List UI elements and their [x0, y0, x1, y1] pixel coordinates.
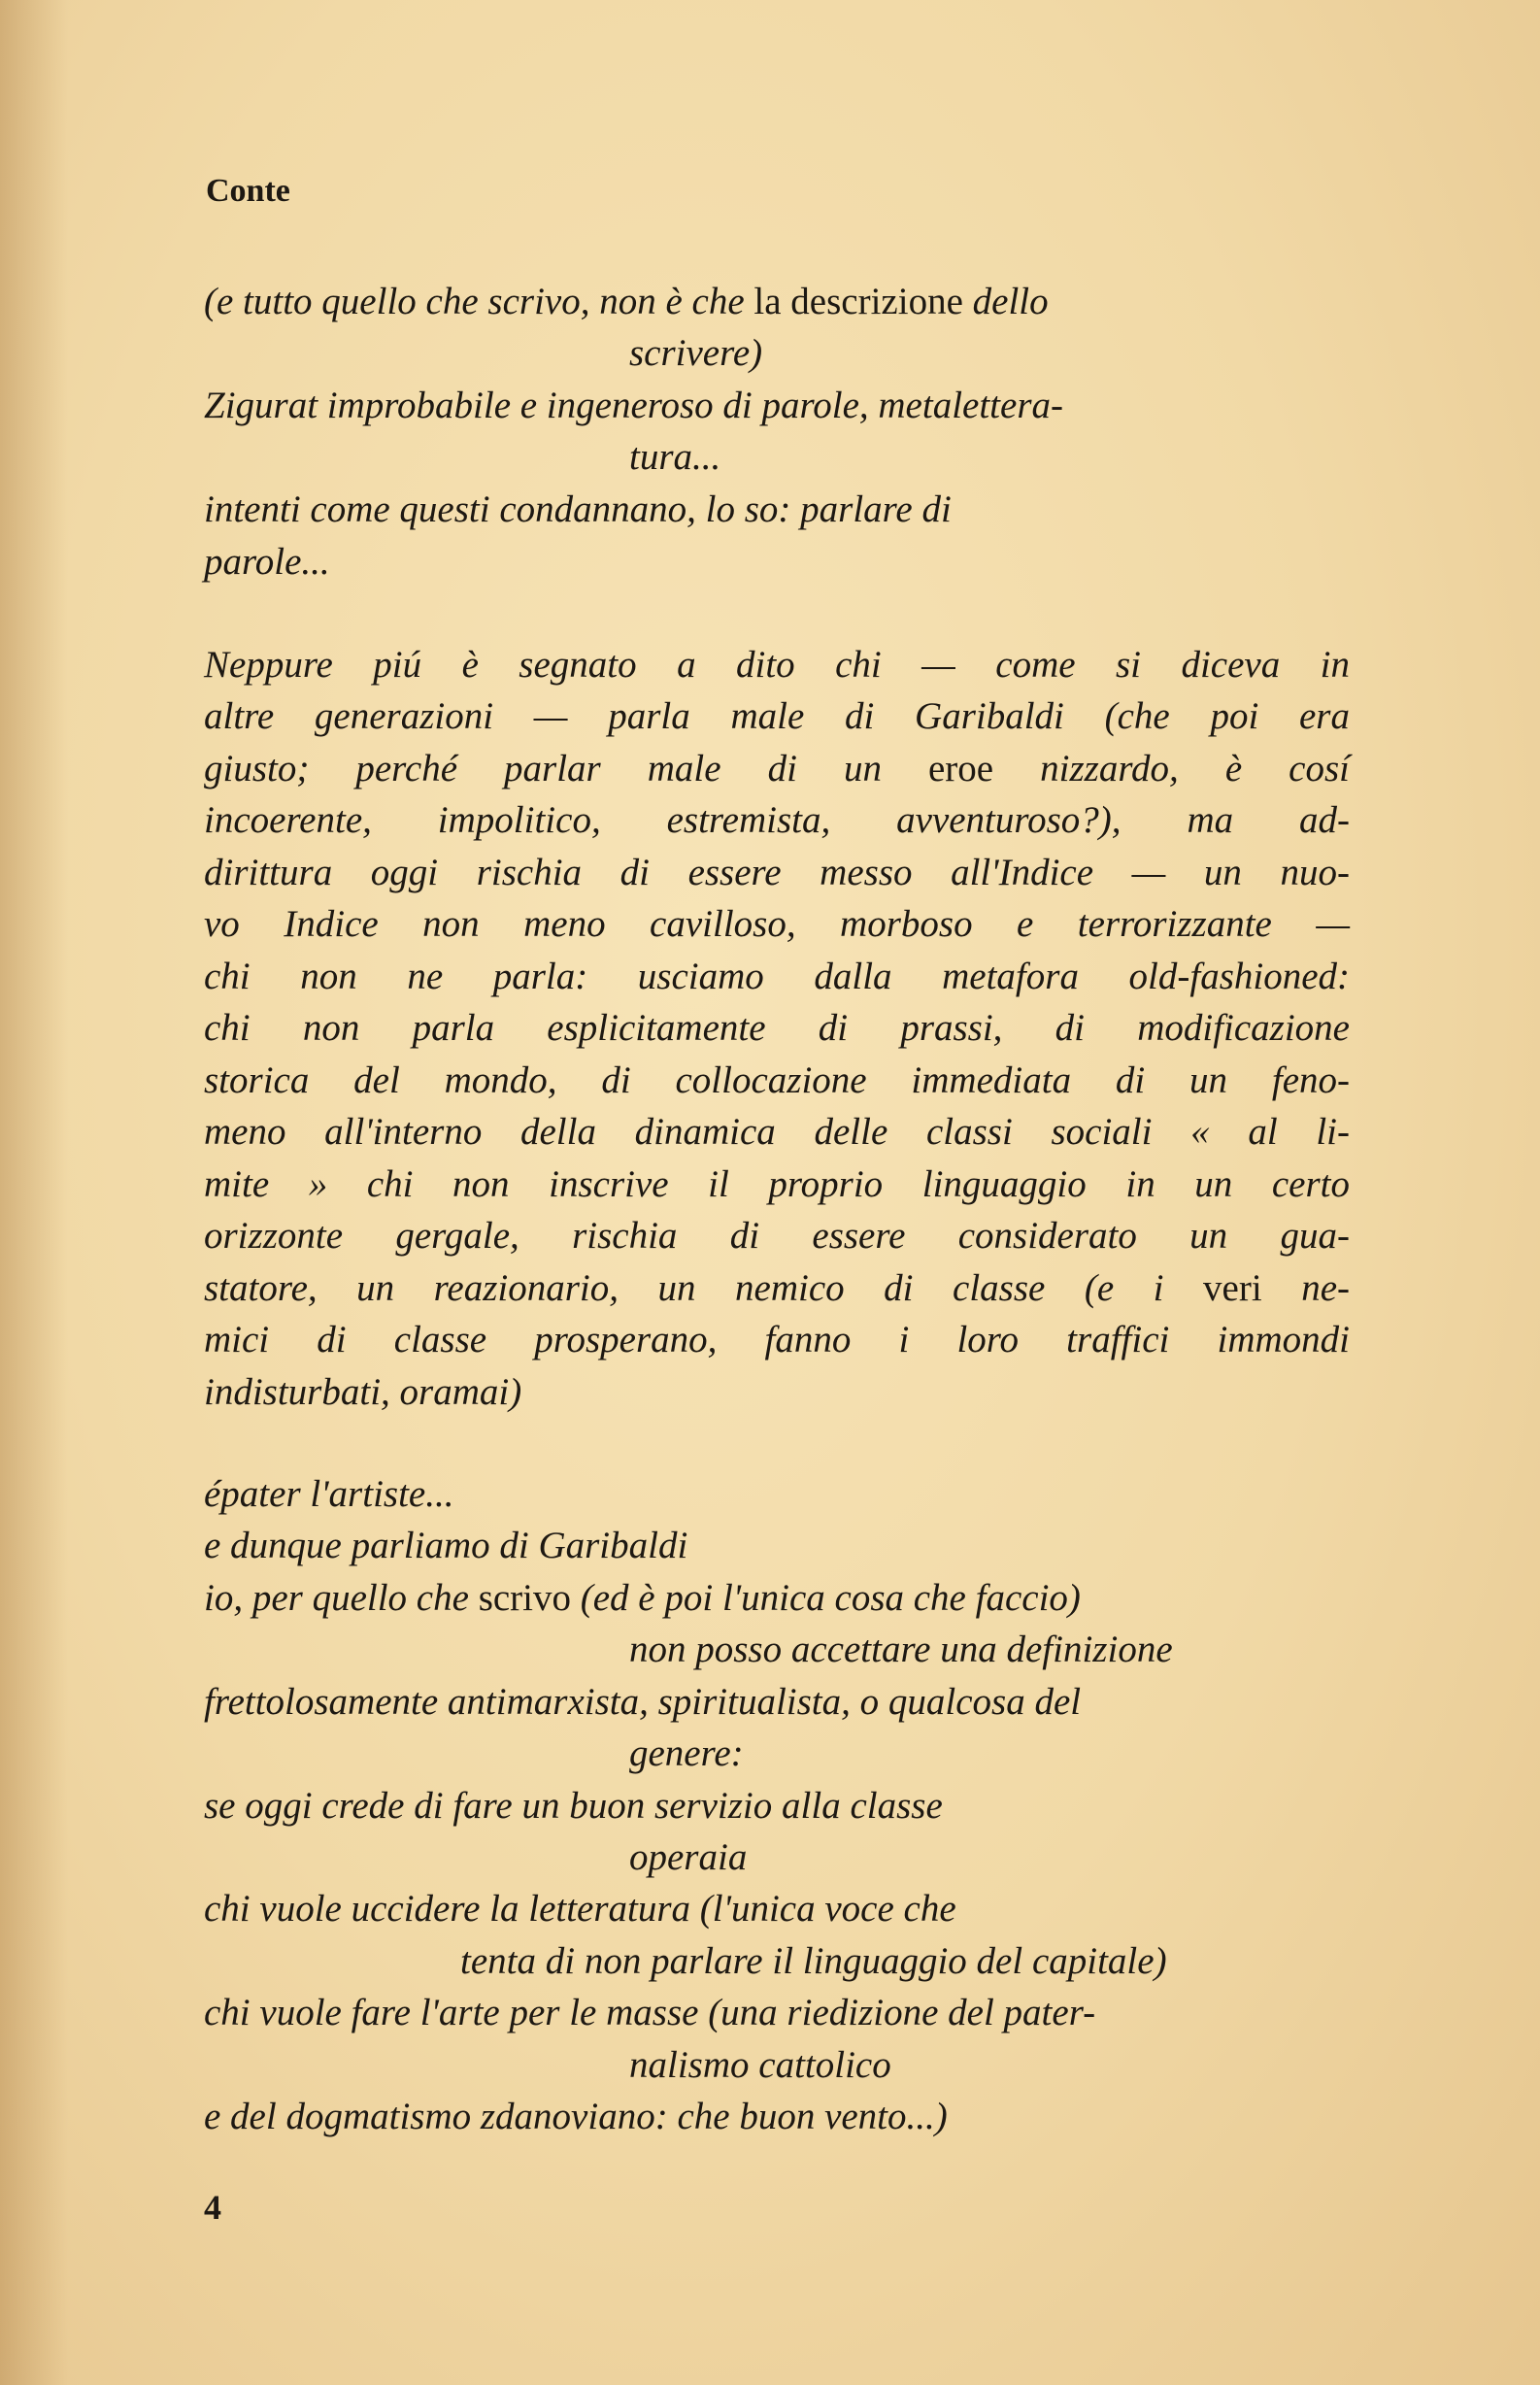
verse-line [204, 1573, 1350, 1624]
verse-line: épater l'artiste... [204, 1473, 454, 1515]
verse-line: non posso accettare una definizione [629, 1629, 1173, 1670]
paragraph-line: chi non ne parla: usciamo dalla metafora old-fashioned: [204, 956, 1350, 997]
paragraph-segment: ne- [1261, 1267, 1350, 1309]
paragraph-line: mite » chi non inscrive il proprio linguaggio in un certo [204, 1163, 1350, 1205]
paragraph-line: orizzonte gergale, rischia di essere considerato un gua- [204, 1215, 1350, 1257]
paragraph-line: Neppure piú è segnato a dito chi — come si diceva in [204, 644, 1350, 686]
running-head: Conte [206, 173, 290, 209]
verse-line: genere: [629, 1732, 744, 1774]
verse-line: chi vuole uccidere la letteratura (l'unica voce che [204, 1888, 956, 1930]
paragraph-line: indisturbati, oramai) [204, 1371, 522, 1413]
verse-line: frettolosamente antimarxista, spiritualista, o qualcosa del [204, 1681, 1082, 1723]
page-gutter-shadow [0, 0, 68, 2385]
verse-line: Zigurat improbabile e ingeneroso di parole, metalettera- [204, 385, 1063, 426]
paragraph-segment: statore, un reazionario, un nemico di classe (e i [204, 1267, 1204, 1309]
verse-line: e del dogmatismo zdanoviano: che buon vento...) [204, 2096, 948, 2137]
verse-line: se oggi crede di fare un buon servizio alla classe [204, 1785, 943, 1827]
verse-segment-roman: la descrizione [753, 281, 963, 322]
verse-line: scrivere) [629, 332, 763, 374]
page-number: 4 [204, 2188, 221, 2227]
verse-line: tenta di non parlare il linguaggio del capitale) [460, 1940, 1167, 1982]
verse-segment: dello [962, 281, 1049, 322]
paragraph-line: altre generazioni — parla male di Garibaldi (che poi era [204, 695, 1350, 737]
paragraph-line [204, 744, 1350, 794]
paragraph-line: incoerente, impolitico, estremista, avventuroso?), ma ad- [204, 799, 1350, 841]
verse-line: operaia [629, 1836, 748, 1878]
paragraph-line: storica del mondo, di collocazione immediata di un feno- [204, 1059, 1350, 1101]
verse-segment: io, per quello che [204, 1577, 479, 1619]
paragraph-line: meno all'interno della dinamica delle classi sociali « al li- [204, 1111, 1350, 1153]
paragraph-segment: nizzardo, è cosí [993, 748, 1350, 789]
verse-segment: (e tutto quello che scrivo, non è che [204, 281, 754, 322]
paragraph-segment-roman: eroe [928, 748, 994, 789]
verse-line [204, 277, 1350, 327]
paragraph-segment-roman: veri [1203, 1267, 1262, 1309]
verse-line: intenti come questi condannano, lo so: parlare di [204, 488, 952, 530]
verse-line: e dunque parliamo di Garibaldi [204, 1525, 688, 1566]
verse-line: parole... [204, 541, 330, 583]
verse-segment: (ed è poi l'unica cosa che faccio) [571, 1577, 1081, 1619]
paragraph-segment: giusto; perché parlar male di un [204, 748, 928, 789]
paragraph-line: chi non parla esplicitamente di prassi, di modificazione [204, 1007, 1350, 1049]
paragraph-line: mici di classe prosperano, fanno i loro traffici immondi [204, 1319, 1350, 1360]
verse-line: nalismo cattolico [629, 2044, 891, 2086]
verse-segment-roman: scrivo [478, 1577, 571, 1619]
paragraph-line: vo Indice non meno cavilloso, morboso e terrorizzante — [204, 903, 1350, 945]
paragraph-line: dirittura oggi rischia di essere messo all'Indice — un nuo- [204, 852, 1350, 893]
verse-line: tura... [629, 436, 721, 478]
paragraph-line [204, 1263, 1350, 1314]
verse-line: chi vuole fare l'arte per le masse (una riedizione del pater- [204, 1992, 1096, 2033]
